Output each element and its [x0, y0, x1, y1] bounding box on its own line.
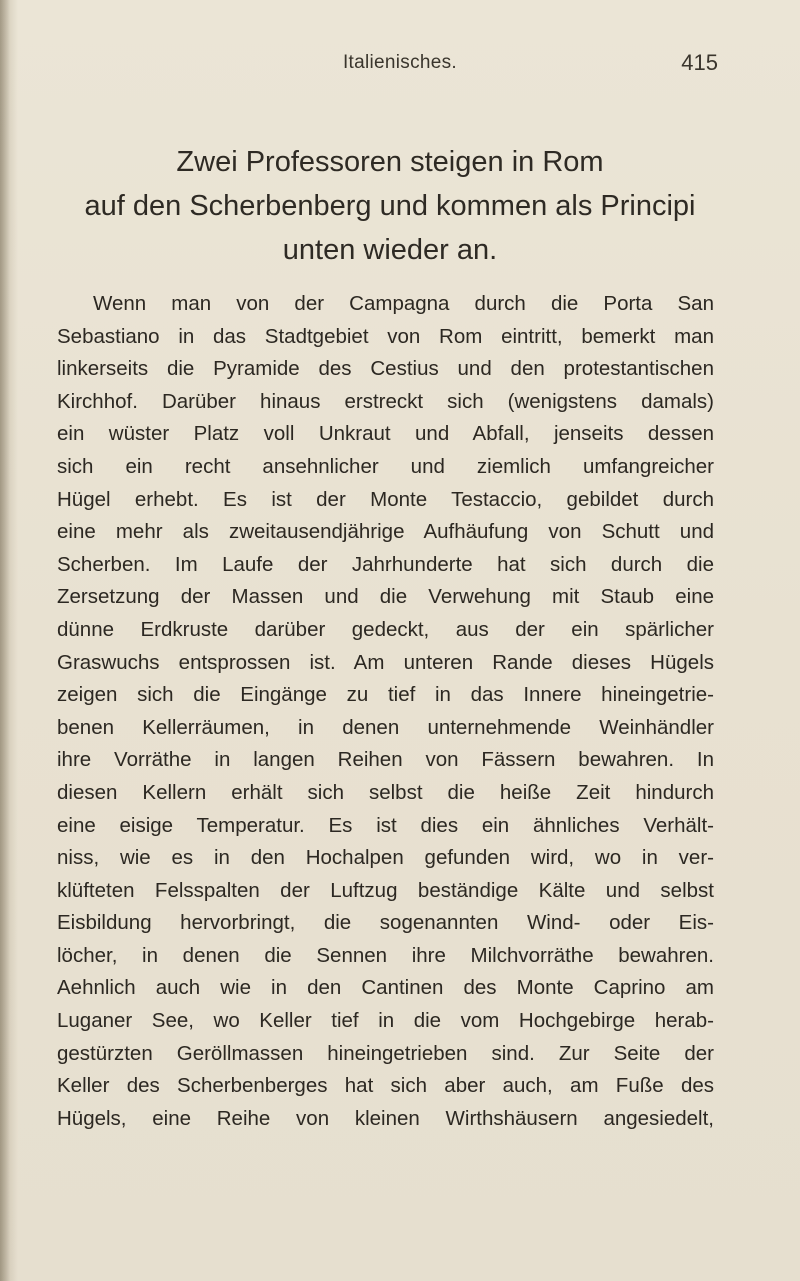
text-line: dünne Erdkruste darüber gedeckt, aus der ein spärlicher: [57, 617, 714, 641]
text-line: niss, wie es in den Hochalpen gefunden wird, wo in ver-: [57, 846, 714, 870]
running-title: Italienisches.: [342, 52, 458, 73]
text-line: gestürzten Geröllmassen hineingetrieben sind. Zur Seite der: [57, 1041, 714, 1065]
text-line: klüfteten Felsspalten der Luftzug beständige Kälte und selbst: [57, 878, 714, 902]
text-line: Hügels, eine Reihe von kleinen Wirthshäusern angesiedelt,: [57, 1106, 714, 1130]
text-line: Kirchhof. Darüber hinaus erstreckt sich (wenigstens damals): [57, 389, 714, 413]
chapter-title: [40, 140, 740, 272]
page-number: 415: [681, 50, 718, 75]
chapter-title-line: Zwei Professoren steigen in Rom: [176, 146, 604, 178]
text-line: ihre Vorräthe in langen Reihen von Fässern bewahren. In: [57, 748, 714, 772]
text-line: Scherben. Im Laufe der Jahrhunderte hat sich durch die: [57, 552, 714, 576]
text-line: zeigen sich die Eingänge zu tief in das Innere hineingetrie-: [57, 683, 714, 707]
text-line: benen Kellerräumen, in denen unternehmende Weinhändler: [57, 715, 714, 739]
chapter-title-line: auf den Scherbenberg und kommen als Principi: [84, 190, 696, 222]
chapter-title-line: unten wieder an.: [282, 234, 498, 266]
text-line: Luganer See, wo Keller tief in die vom Hochgebirge herab-: [57, 1009, 714, 1033]
text-line: Sebastiano in das Stadtgebiet von Rom eintritt, bemerkt man: [57, 324, 714, 348]
text-line: ein wüster Platz voll Unkraut und Abfall, jenseits dessen: [57, 422, 714, 446]
binding-shadow: [0, 0, 10, 1281]
text-line: sich ein recht ansehnlicher und ziemlich umfangreicher: [57, 454, 714, 478]
running-head: [0, 52, 800, 80]
text-line: Wenn man von der Campagna durch die Porta San: [93, 292, 714, 315]
text-line: eine mehr als zweitausendjährige Aufhäufung von Schutt und: [57, 520, 714, 544]
text-line: linkerseits die Pyramide des Cestius und den protestantischen: [57, 357, 714, 381]
text-line: löcher, in denen die Sennen ihre Milchvorräthe bewahren.: [57, 943, 714, 967]
text-line: Aehnlich auch wie in den Cantinen des Monte Caprino am: [57, 976, 714, 1000]
text-line: diesen Kellern erhält sich selbst die heiße Zeit hindurch: [57, 780, 714, 804]
text-line: Eisbildung hervorbringt, die sogenannten Wind- oder Eis-: [57, 911, 714, 935]
text-line: Keller des Scherbenberges hat sich aber auch, am Fuße des: [57, 1074, 714, 1098]
body-paragraph: [57, 288, 714, 1135]
text-line: Graswuchs entsprossen ist. Am unteren Rande dieses Hügels: [57, 650, 714, 674]
text-line: Zersetzung der Massen und die Verwehung mit Staub eine: [57, 585, 714, 609]
text-line: Hügel erhebt. Es ist der Monte Testaccio, gebildet durch: [57, 487, 714, 511]
text-line: eine eisige Temperatur. Es ist dies ein ähnliches Verhält-: [57, 813, 714, 837]
